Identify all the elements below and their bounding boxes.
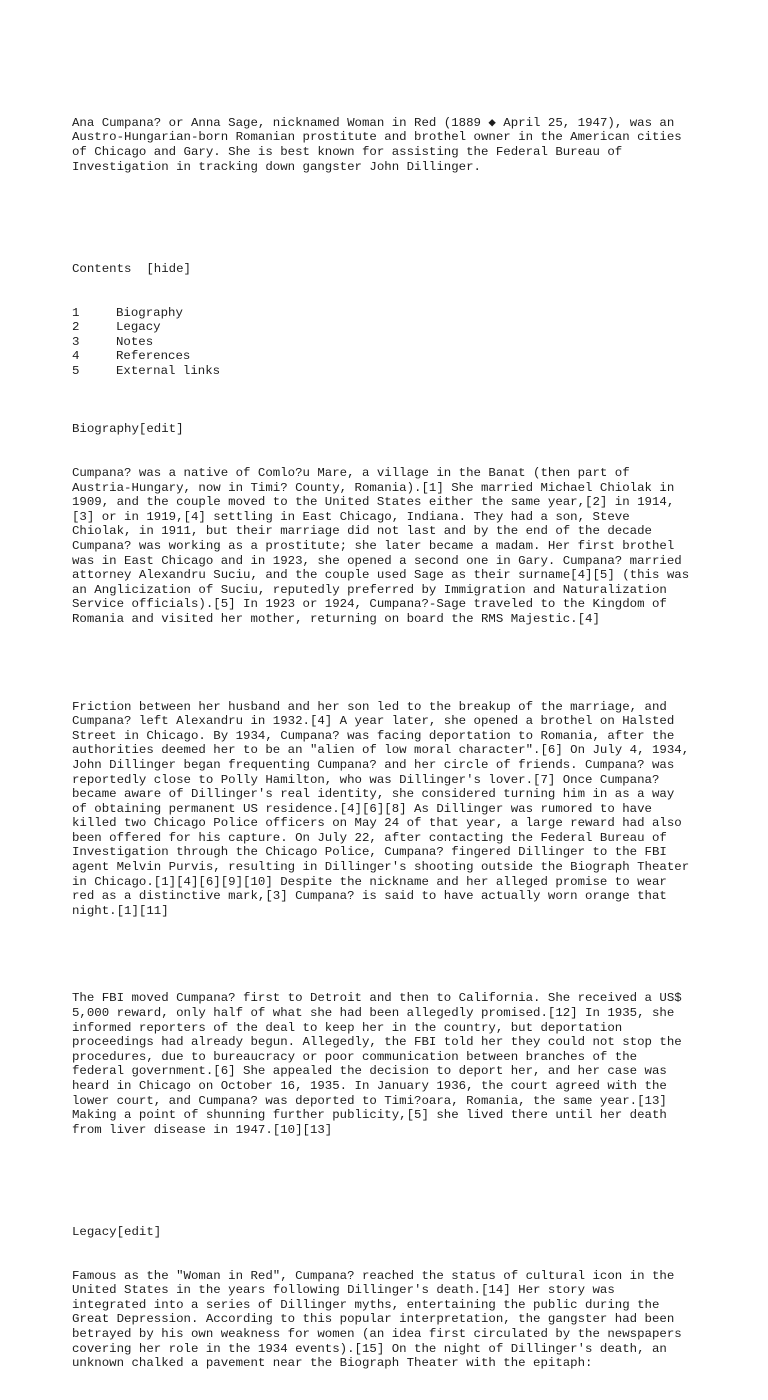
text-line: killed two Chicago Police officers on May 24 of that year, a large reward had also bbox=[72, 816, 682, 831]
text-line: Chiolak, in 1911, but their marriage did not last and by the end of the decade bbox=[72, 524, 652, 539]
contents-item-legacy[interactable] bbox=[72, 320, 702, 335]
contents-item-biography[interactable] bbox=[72, 306, 702, 321]
text-line: Cumpana? was working as a prostitute; she later became a madam. Her first brothel bbox=[72, 539, 675, 553]
contents-item-label: References bbox=[116, 349, 191, 364]
biography-paragraph-3 bbox=[72, 991, 702, 1137]
text-line: 1909, and the couple moved to the United States either the same year,[2] in 1914, bbox=[72, 495, 675, 510]
text-line: [3] or in 1919,[4] settling in East Chicago, Indiana. They had a son, Steve bbox=[72, 509, 630, 524]
text-line: unknown chalked a pavement near the Biograph Theater with the epitaph: bbox=[72, 1356, 593, 1371]
paragraph-gap bbox=[72, 948, 702, 963]
contents-item-label: Biography bbox=[116, 305, 183, 320]
legacy-heading[interactable]: Legacy[edit] bbox=[72, 1224, 162, 1239]
contents-heading[interactable]: Contents [hide] bbox=[72, 261, 191, 276]
text-line: from liver disease in 1947.[10][13] bbox=[72, 1122, 333, 1137]
text-line: betrayed by his own weakness for women (an idea first circulated by the newspapers bbox=[72, 1327, 682, 1342]
text-line: red as a distinctive mark,[3] Cumpana? is said to have actually worn orange that bbox=[72, 889, 667, 904]
text-line: Investigation in tracking down gangster John Dillinger. bbox=[72, 159, 481, 174]
contents-item-number: 3 bbox=[72, 334, 80, 349]
paragraph-gap bbox=[72, 1167, 702, 1182]
text-line: agent Melvin Purvis, resulting in Dillinger's shooting outside the Biograph Theater bbox=[72, 860, 690, 875]
text-line: Service officials).[5] In 1923 or 1924, Cumpana?-Sage traveled to the Kingdom of bbox=[72, 597, 667, 612]
contents-item-label: External links bbox=[116, 363, 221, 378]
paragraph-gap bbox=[72, 203, 702, 218]
text-line: Investigation through the Chicago Police, Cumpana? fingered Dillinger to the FBI bbox=[72, 845, 667, 860]
paragraph-gap bbox=[72, 656, 702, 671]
text-line: Austria-Hungary, now in Timi? County, Romania).[1] She married Michael Chiolak in bbox=[72, 480, 675, 495]
text-line: been offered for his capture. On July 22, after contacting the Federal Bureau of bbox=[72, 830, 667, 845]
contents-item-number: 1 bbox=[72, 305, 80, 320]
text-line: authorities deemed her to be an "alien of low moral character".[6] On July 4, 1934, bbox=[72, 743, 690, 758]
text-line: attorney Alexandru Suciu, and the couple used Sage as their surname[4][5] (this was bbox=[72, 568, 690, 583]
text-line: of Chicago and Gary. She is best known for assisting the Federal Bureau of bbox=[72, 144, 623, 159]
text-line: became aware of Dillinger's real identity, she considered turning him in as a way bbox=[72, 787, 675, 802]
text-line: procedures, due to bureaucracy or poor communication between branches of the bbox=[72, 1049, 638, 1064]
text-line: Romania and visited her mother, returning on board the RMS Majestic.[4] bbox=[72, 611, 600, 626]
text-line: integrated into a series of Dillinger myths, entertaining the public during the bbox=[72, 1297, 660, 1312]
intro-paragraph bbox=[72, 116, 702, 174]
document-page bbox=[72, 72, 702, 1400]
biography-paragraph-2 bbox=[72, 700, 702, 919]
text-line: Cumpana? left Alexandru in 1932.[4] A year later, she opened a brothel on Halsted bbox=[72, 714, 675, 729]
text-line: proceedings had already begun. Allegedly, the FBI told her they could not stop the bbox=[72, 1035, 682, 1050]
contents-list bbox=[72, 306, 702, 379]
biography-heading[interactable]: Biography[edit] bbox=[72, 422, 184, 437]
text-line: reportedly close to Polly Hamilton, who was Dillinger's lover.[7] Once Cumpana? bbox=[72, 772, 660, 787]
legacy-paragraph-1 bbox=[72, 1269, 702, 1371]
text-line: The FBI moved Cumpana? first to Detroit and then to California. She received a US$ bbox=[72, 991, 682, 1006]
contents-item-external-links[interactable] bbox=[72, 364, 702, 379]
contents-item-label: Legacy bbox=[116, 320, 161, 335]
text-line: Making a point of shunning further publicity,[5] she lived there until her death bbox=[72, 1108, 667, 1123]
text-line: in Chicago.[1][4][6][9][10] Despite the nickname and her alleged promise to wear bbox=[72, 874, 667, 889]
biography-paragraph-1 bbox=[72, 466, 702, 627]
contents-item-number: 2 bbox=[72, 320, 80, 335]
text-line: Great Depression. According to this popular interpretation, the gangster had been bbox=[72, 1312, 675, 1327]
text-line: lower court, and Cumpana? was deported to Timi?oara, Romania, the same year.[13] bbox=[72, 1093, 667, 1108]
text-line: an Anglicization of Suciu, reputedly preferred by Immigration and Naturalization bbox=[72, 582, 667, 597]
text-line: of obtaining permanent US residence.[4][6][8] As Dillinger was rumored to have bbox=[72, 801, 652, 816]
contents-item-number: 4 bbox=[72, 349, 80, 364]
text-line: Cumpana? was a native of Comlo?u Mare, a village in the Banat (then part of bbox=[72, 466, 630, 481]
text-line: 5,000 reward, only half of what she had been allegedly promised.[12] In 1935, she bbox=[72, 1006, 675, 1020]
text-line: John Dillinger began frequenting Cumpana? and her circle of friends. Cumpana? was bbox=[72, 757, 675, 772]
text-line: covering her role in the 1934 events).[15] On the night of Dillinger's death, an bbox=[72, 1341, 667, 1356]
text-line: was in East Chicago and in 1923, she opened a second one in Gary. Cumpana? married bbox=[72, 553, 682, 568]
text-line: federal government.[6] She appealed the decision to deport her, and her case was bbox=[72, 1064, 667, 1079]
text-line: United States in the years following Dillinger's death.[14] Her story was bbox=[72, 1283, 615, 1298]
text-line: Famous as the "Woman in Red", Cumpana? reached the status of cultural icon in the bbox=[72, 1268, 675, 1283]
contents-item-number: 5 bbox=[72, 363, 80, 378]
text-line: Street in Chicago. By 1934, Cumpana? was facing deportation to Romania, after the bbox=[72, 728, 675, 743]
contents-item-notes[interactable] bbox=[72, 335, 702, 350]
contents-item-references[interactable] bbox=[72, 349, 702, 364]
text-line: informed reporters of the deal to keep her in the country, but deportation bbox=[72, 1020, 623, 1035]
text-line: Austro-Hungarian-born Romanian prostitute and brothel owner in the American cities bbox=[72, 130, 682, 145]
text-line: night.[1][11] bbox=[72, 903, 169, 918]
text-line: Friction between her husband and her son led to the breakup of the marriage, and bbox=[72, 699, 667, 714]
text-line: Ana Cumpana? or Anna Sage, nicknamed Woman in Red (1889 ◆ April 25, 1947), was an bbox=[72, 115, 675, 130]
text-line: heard in Chicago on October 16, 1935. In January 1936, the court agreed with the bbox=[72, 1078, 667, 1093]
contents-item-label: Notes bbox=[116, 334, 154, 349]
